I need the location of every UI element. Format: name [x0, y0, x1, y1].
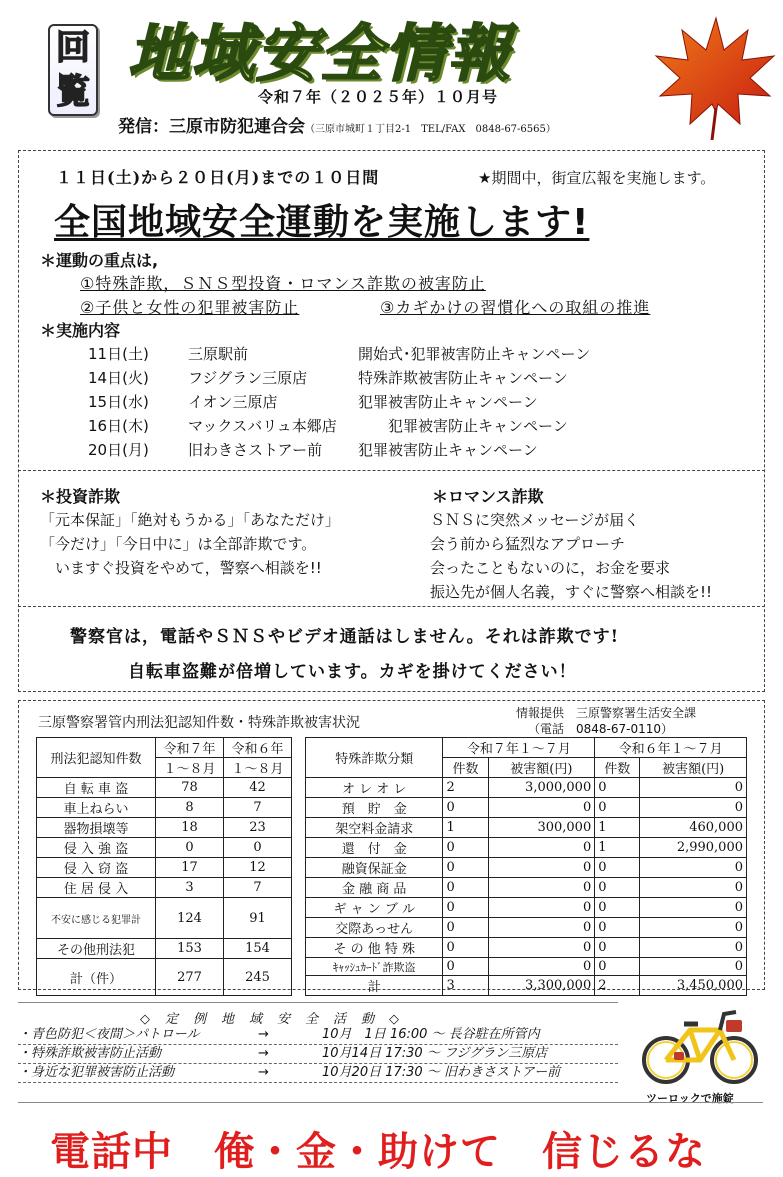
table-row [306, 976, 747, 996]
crime-2024: 245 [224, 959, 292, 996]
table-header-row [37, 738, 292, 758]
maple-leaf-icon [652, 12, 780, 142]
divider [18, 1102, 763, 1103]
crime-2025: 78 [156, 778, 224, 798]
fraud-c24: 0 [595, 778, 640, 798]
table-row [37, 858, 292, 878]
crime-label: 計（件） [37, 959, 156, 996]
fraud-label: ｷｬｯｼｭｶｰﾄﾞ詐欺盗 [306, 958, 443, 976]
table-row [37, 838, 292, 858]
fraud-a25: 0 [488, 798, 595, 818]
fraud-label: ギ ャ ン ブ ル [306, 898, 443, 918]
crime-2025: 18 [156, 818, 224, 838]
fraud-c24: 0 [595, 918, 640, 938]
list-item [88, 438, 648, 462]
crime-2024: 7 [224, 878, 292, 898]
crime-table [36, 737, 292, 996]
crime-label: 侵 入 窃 盗 [37, 858, 156, 878]
fraud-c25: 0 [443, 858, 488, 878]
activity-when: 10月20日 17:30 ～ 旧わきさストアー前 [322, 1065, 561, 1080]
fraud-a25: 0 [488, 958, 595, 976]
fraud-a24: 0 [640, 858, 747, 878]
fraud-c25: 3 [443, 976, 488, 996]
arrow-icon: → [258, 1027, 269, 1042]
list-item [88, 390, 648, 414]
schedule-place: フジグラン三原店 [188, 369, 308, 387]
bike-warning: 自転車盗難が倍増しています。カギを掛けてください！ [128, 662, 577, 682]
crime-2025: 0 [156, 838, 224, 858]
crime-2024: 12 [224, 858, 292, 878]
crime-col2-bottom: １～８月 [224, 758, 292, 778]
fraud-a24: 0 [640, 898, 747, 918]
table-row [306, 858, 747, 878]
table-row [306, 898, 747, 918]
crime-2025: 3 [156, 878, 224, 898]
crime-2025: 124 [156, 898, 224, 939]
invest-line: いますぐ投資をやめて，警察へ相談を!! [40, 559, 322, 577]
fraud-c24: 0 [595, 798, 640, 818]
invest-line: 「元本保証」「絶対もうかる」「あなただけ」 [40, 511, 341, 529]
sender-label: 発信：三原市防犯連合会 [118, 117, 305, 137]
fraud-c25: 0 [443, 958, 488, 976]
schedule-event: 犯罪被害防止キャンペーン [358, 393, 538, 411]
police-warning: 警察官は，電話やＳＮＳやビデオ通話はしません。それは詐欺です! [70, 627, 620, 647]
kairan-badge [48, 24, 98, 116]
crime-2025: 277 [156, 959, 224, 996]
table-row [306, 878, 747, 898]
crime-label: その他刑法犯 [37, 939, 156, 959]
fraud-a25: 3,300,000 [488, 976, 595, 996]
table-row [306, 958, 747, 976]
crime-head-label: 刑法犯認知件数 [37, 738, 156, 778]
page-title: 地域安全情報 [128, 17, 513, 90]
schedule-date: 20日(月) [88, 441, 149, 459]
fraud-a25: 0 [488, 938, 595, 958]
schedule-event: 開始式･犯罪被害防止キャンペーン [358, 345, 591, 363]
romance-line: 会う前から猛烈なアプローチ [430, 535, 626, 553]
fraud-c25: 0 [443, 838, 488, 858]
divider [18, 1002, 618, 1003]
fraud-a24: 0 [640, 878, 747, 898]
fraud-c24: 0 [595, 858, 640, 878]
fraud-a24: 0 [640, 938, 747, 958]
fraud-c24: 2 [595, 976, 640, 996]
activity-name: ・青色防犯＜夜間＞パトロール [18, 1027, 200, 1042]
romance-heading: ＊ロマンス詐欺 [432, 487, 544, 506]
divider [18, 606, 765, 607]
kairan-char-1: 回 [56, 28, 90, 68]
crime-label: 侵 入 強 盗 [37, 838, 156, 858]
fraud-c25: 0 [443, 938, 488, 958]
fraud-c25: 2 [443, 778, 488, 798]
romance-line: 会ったこともないのに，お金を要求 [430, 559, 671, 577]
crime-col1-bottom: １～８月 [156, 758, 224, 778]
table-row [306, 918, 747, 938]
activity-when: 10月 1日 16:00 ～ 長谷駐在所管内 [322, 1027, 540, 1042]
crime-label: 不安に感じる犯罪計 [37, 898, 156, 939]
fraud-a24: 0 [640, 778, 747, 798]
list-item [18, 1045, 618, 1064]
focus-item-2: ②子供と女性の犯罪被害防止 [80, 298, 300, 317]
table-row [37, 818, 292, 838]
arrow-icon: → [258, 1065, 269, 1080]
stats-title: 三原警察署管内刑法犯認知件数・特殊詐欺被害状況 [38, 715, 360, 731]
list-item [18, 1064, 618, 1083]
sender [118, 112, 556, 137]
bike-caption: ツーロックで施錠 [646, 1092, 734, 1105]
fraud-a24: 0 [640, 918, 747, 938]
list-item [18, 1026, 618, 1045]
schedule-list [88, 342, 648, 462]
fraud-amount-header: 被害額(円) [488, 758, 595, 778]
fraud-table [305, 737, 747, 996]
issue-date: 令和７年（２０２５年）１０月号 [258, 88, 499, 106]
schedule-event: 犯罪被害防止キャンペーン [358, 441, 538, 459]
crime-2024: 7 [224, 798, 292, 818]
table-row [37, 878, 292, 898]
crime-2025: 17 [156, 858, 224, 878]
kairan-char-2: 覧 [56, 72, 90, 112]
list-item [88, 366, 648, 390]
table-row [306, 838, 747, 858]
fraud-a24: 0 [640, 798, 747, 818]
table-row [37, 939, 292, 959]
focus-heading: ＊運動の重点は, [40, 251, 159, 270]
content-heading: ＊実施内容 [40, 321, 121, 340]
fraud-c24: 0 [595, 958, 640, 976]
crime-col1-top: 令和７年 [156, 738, 224, 758]
fraud-label: 金 融 商 品 [306, 878, 443, 898]
fraud-label: 融資保証金 [306, 858, 443, 878]
table-row [37, 959, 292, 996]
fraud-a25: 0 [488, 898, 595, 918]
table-row [306, 938, 747, 958]
fraud-period-2025: 令和７年１～７月 [443, 738, 595, 758]
table-row [306, 818, 747, 838]
fraud-label: 交際あっせん [306, 918, 443, 938]
crime-2024: 23 [224, 818, 292, 838]
activity-when: 10月14日 17:30 ～ フジグラン三原店 [322, 1046, 548, 1061]
fraud-a25: 3,000,000 [488, 778, 595, 798]
crime-2024: 154 [224, 939, 292, 959]
invest-line: 「今だけ」「今日中に」は全部詐欺です。 [40, 535, 317, 553]
table-row [306, 798, 747, 818]
crime-2025: 8 [156, 798, 224, 818]
fraud-a25: 0 [488, 838, 595, 858]
crime-label: 車上ねらい [37, 798, 156, 818]
schedule-place: 三原駅前 [188, 345, 249, 363]
fraud-a25: 0 [488, 918, 595, 938]
list-item [88, 342, 648, 366]
fraud-c24: 0 [595, 878, 640, 898]
schedule-date: 15日(水) [88, 393, 149, 411]
crime-label: 自 転 車 盗 [37, 778, 156, 798]
invest-text [40, 508, 340, 580]
activity-name: ・特殊詐欺被害防止活動 [18, 1046, 162, 1061]
divider [18, 470, 765, 471]
fraud-amount-header: 被害額(円) [640, 758, 747, 778]
table-row [37, 898, 292, 939]
fraud-c25: 1 [443, 818, 488, 838]
activity-name: ・身近な犯罪被害防止活動 [18, 1065, 175, 1080]
crime-2024: 42 [224, 778, 292, 798]
table-row [37, 778, 292, 798]
crime-col2-top: 令和６年 [224, 738, 292, 758]
fraud-label: 架空料金請求 [306, 818, 443, 838]
fraud-a24: 3,450,000 [640, 976, 747, 996]
fraud-label: オ レ オ レ [306, 778, 443, 798]
fraud-c25: 0 [443, 918, 488, 938]
fraud-a24: 0 [640, 958, 747, 976]
activities-heading: ◇ 定 例 地 域 安 全 活 動 ◇ [140, 1012, 400, 1027]
stats-source: 情報提供 三原警察署生活安全課 [516, 706, 697, 720]
crime-label: 器物損壊等 [37, 818, 156, 838]
fraud-a24: 460,000 [640, 818, 747, 838]
schedule-date: 11日(土) [88, 345, 149, 363]
fraud-label: 還 付 金 [306, 838, 443, 858]
fraud-a25: 0 [488, 878, 595, 898]
fraud-c25: 0 [443, 878, 488, 898]
fraud-c25: 0 [443, 798, 488, 818]
schedule-event: 特殊詐欺被害防止キャンペーン [358, 369, 568, 387]
fraud-c25: 0 [443, 898, 488, 918]
table-header-row [306, 738, 747, 758]
romance-text [430, 508, 712, 604]
table-row [306, 778, 747, 798]
crime-2024: 0 [224, 838, 292, 858]
fraud-c24: 1 [595, 818, 640, 838]
romance-line: ＳＮＳに突然メッセージが届く [430, 511, 640, 529]
schedule-place: マックスバリュ本郷店 [188, 417, 337, 435]
crime-label: 住 居 侵 入 [37, 878, 156, 898]
stats-phone: （電話 0848-67-0110） [528, 722, 674, 736]
fraud-a25: 300,000 [488, 818, 595, 838]
campaign-period: １１日(土)から２０日(月)までの１０日間 [56, 168, 380, 187]
focus-item-3: ③カギかけの習慣化への取組の推進 [380, 298, 651, 317]
schedule-date: 16日(木) [88, 417, 149, 435]
fraud-c24: 1 [595, 838, 640, 858]
fraud-count-header: 件数 [443, 758, 488, 778]
schedule-date: 14日(火) [88, 369, 149, 387]
list-item [88, 414, 648, 438]
invest-heading: ＊投資詐欺 [40, 487, 121, 506]
crime-2024: 91 [224, 898, 292, 939]
fraud-a25: 0 [488, 858, 595, 878]
fraud-label: そ の 他 特 殊 [306, 938, 443, 958]
table-row [37, 798, 292, 818]
fraud-label: 預 貯 金 [306, 798, 443, 818]
slogan: 電話中 俺・金・助けて 信じるな [50, 1128, 706, 1175]
fraud-c24: 0 [595, 898, 640, 918]
fraud-period-2024: 令和６年１～７月 [595, 738, 747, 758]
fraud-c24: 0 [595, 938, 640, 958]
street-notice: ★期間中，街宣広報を実施します。 [478, 169, 716, 187]
schedule-place: イオン三原店 [188, 393, 278, 411]
schedule-place: 旧わきさストアー前 [188, 441, 323, 459]
campaign-headline: 全国地域安全運動を実施します! [54, 202, 590, 243]
romance-line: 振込先が個人名義，すぐに警察へ相談を!! [430, 583, 713, 601]
crime-2025: 153 [156, 939, 224, 959]
schedule-event: 犯罪被害防止キャンペーン [388, 417, 568, 435]
fraud-label: 計 [306, 976, 443, 996]
fraud-head-label: 特殊詐欺分類 [306, 738, 443, 778]
fraud-a24: 2,990,000 [640, 838, 747, 858]
fraud-count-header: 件数 [595, 758, 640, 778]
focus-item-1: ①特殊詐欺，ＳＮＳ型投資・ロマンス詐欺の被害防止 [80, 274, 486, 293]
sender-address: （三原市城町１丁目2-1 TEL/FAX 0848-67-6565） [305, 124, 556, 135]
arrow-icon: → [258, 1046, 269, 1061]
bicycle-icon [640, 1002, 760, 1088]
